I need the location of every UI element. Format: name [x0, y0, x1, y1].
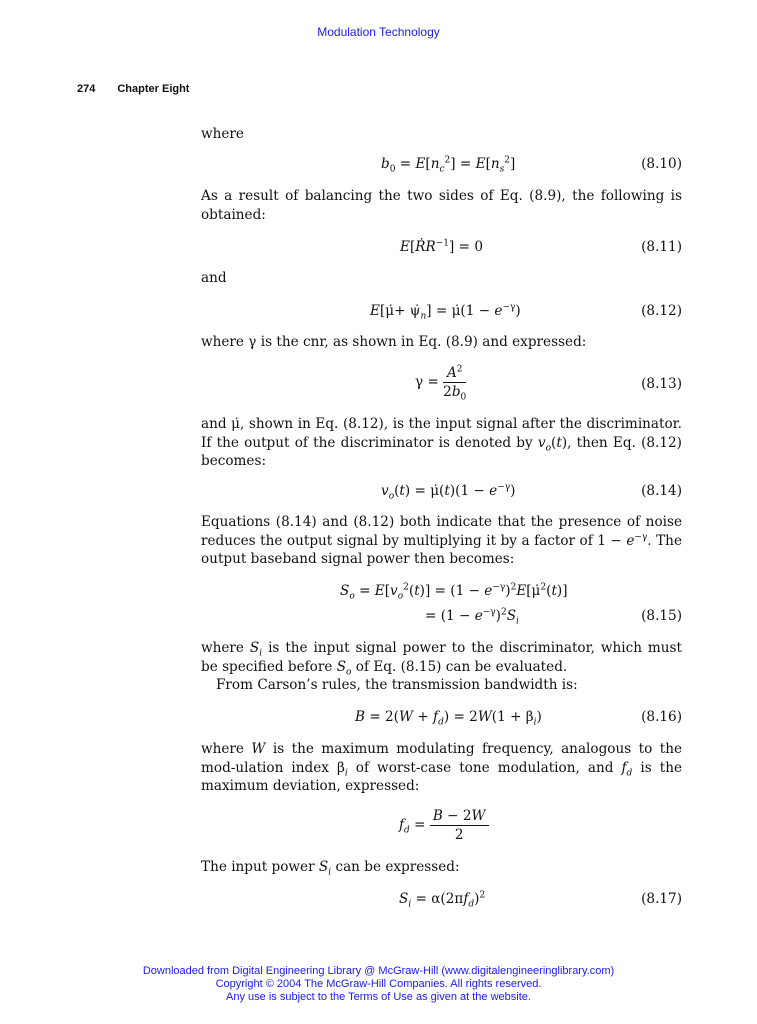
equation-expr: $f_d$ = $\frac{B - 2W}{2}$	[399, 807, 489, 844]
equation-8-13	[201, 364, 682, 403]
equation-expr: E[ṘR$^{-1}$] = 0	[400, 238, 484, 255]
footer-download-link[interactable]: Downloaded from Digital Engineering Library @ McGraw-Hill (www.digitalengineeringlibrary.com)	[142, 965, 615, 977]
paragraph-where-si: where $S_i$ is the input signal power to the discriminator, which must be specified before $S_o$ of Eq. (8.15) can be evaluated. From Carson’s rules, the transmission bandwidth is:	[201, 640, 682, 693]
equation-number: (8.12)	[641, 303, 682, 319]
equation-8-15-line1	[201, 581, 682, 601]
chapter-title: Chapter Eight	[117, 83, 190, 95]
equation-8-11	[201, 237, 682, 257]
equation-number: (8.14)	[641, 483, 682, 499]
text-and: and	[201, 270, 227, 286]
header-link[interactable]: Modulation Technology	[317, 25, 440, 39]
equation-number: (8.16)	[641, 709, 682, 725]
equation-number: (8.11)	[641, 239, 682, 255]
paragraph-where-w: where W is the maximum modulating frequency, analogous to the mod-ulation index $\beta_i$ of worst-case tone modulation, and $f_d$ is the maximum deviation, expressed:	[201, 741, 682, 794]
equation-expr: $B = 2(W + f_d) = 2W(1 + \beta_i)$	[355, 709, 542, 728]
carson-line: From Carson’s rules, the transmission bandwidth is:	[216, 677, 578, 693]
paragraph-and-mu: and μ̇, shown in Eq. (8.12), is the input signal after the discriminator. If the output of the discriminator is denoted by $v_o(t)$, then Eq. (8.12) becomes:	[201, 416, 682, 469]
equation-8-15-line2	[201, 606, 682, 626]
equation-expr: = $(1 - e^{-\gamma})^2S_i$	[425, 607, 519, 627]
equation-fd	[201, 808, 682, 843]
paragraph-input-power: The input power $S_i$ can be expressed:	[201, 859, 460, 878]
equation-number: (8.13)	[641, 376, 682, 392]
equation-expr: $b_0 = E[n_c^2] = E[n_s^2]$	[381, 155, 516, 175]
equation-number: (8.10)	[641, 156, 682, 172]
equation-8-17	[201, 889, 682, 909]
equation-expr: $S_i = \alpha(2\pi f_d)^2$	[399, 890, 486, 910]
footer	[0, 965, 757, 1004]
equation-number: (8.15)	[641, 608, 682, 624]
where-label: where	[201, 126, 244, 142]
equation-number: (8.17)	[641, 891, 682, 907]
footer-terms-link[interactable]: Any use is subject to the Terms of Use as given at the website.	[226, 991, 531, 1003]
paragraph-equations: Equations (8.14) and (8.12) both indicate that the presence of noise reduces the output signal by multiplying it by a factor of $1 - e^{-\gamma}$. The output baseband signal power then becomes:	[201, 514, 682, 567]
equation-expr: $v_o(t)$ = μ̇(t)(1 − $e^{-\gamma}$)	[381, 482, 516, 502]
footer-copyright: Copyright © 2004 The McGraw-Hill Companies. All rights reserved.	[215, 978, 542, 990]
running-head	[77, 83, 189, 95]
paragraph-where-gamma: where γ is the cnr, as shown in Eq. (8.9) and expressed:	[201, 334, 587, 350]
equation-8-12	[201, 301, 682, 321]
equation-8-10	[201, 154, 682, 174]
text-where	[201, 125, 682, 144]
equation-8-16	[201, 707, 682, 727]
page-number: 274	[77, 83, 96, 95]
paragraph-balance: As a result of balancing the two sides of Eq. (8.9), the following is obtained:	[201, 188, 682, 223]
equation-expr: $S_o = E[v_o^2(t)] = (1$ − $e^{-\gamma})^2E[\mu̇^2(t)]$	[340, 582, 568, 602]
equation-8-14	[201, 481, 682, 501]
equation-expr: E[μ̇+ $\psi̇_n$] = μ̇(1 − $e^{-\gamma}$)	[370, 302, 521, 322]
equation-expr: γ = $\frac{A^2}{2b_0}$	[415, 364, 467, 403]
